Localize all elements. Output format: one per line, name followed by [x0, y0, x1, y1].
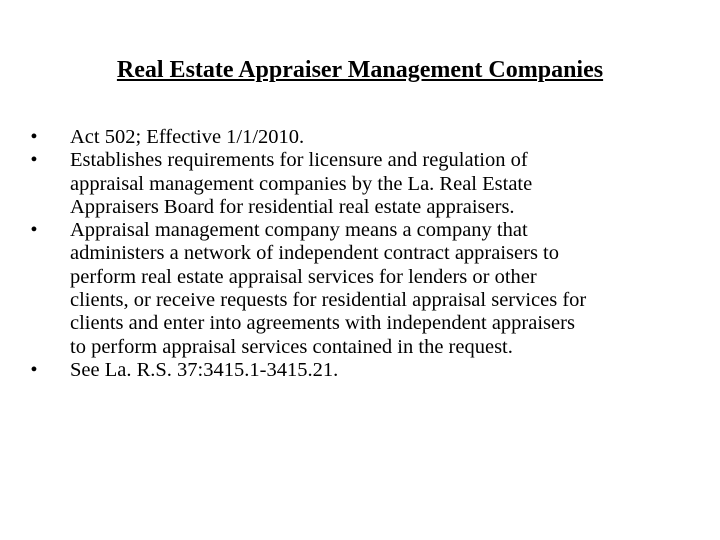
bullet-text-line: appraisal management companies by the La. Real Estate	[70, 172, 533, 195]
bullet-icon: •	[30, 358, 38, 381]
bullet-text-line: See La. R.S. 37:3415.1-3415.21.	[70, 358, 339, 381]
bullet-text-line: Appraisal management company means a company that	[70, 219, 528, 242]
slide-title: Real Estate Appraiser Management Companies	[116, 57, 604, 83]
bullet-text-line: Establishes requirements for licensure and regulation of	[70, 149, 528, 172]
bullet-list	[28, 126, 688, 382]
bullet-item	[28, 126, 688, 149]
bullet-icon: •	[30, 149, 38, 172]
bullet-item	[28, 359, 688, 382]
bullet-item	[28, 149, 688, 219]
bullet-icon: •	[30, 219, 38, 242]
bullet-text-line: clients, or receive requests for residential appraisal services for	[70, 289, 587, 312]
bullet-icon: •	[30, 126, 38, 148]
bullet-text-line: clients and enter into agreements with independent appraisers	[70, 312, 575, 335]
bullet-text-line: to perform appraisal services contained in the request.	[70, 335, 513, 358]
bullet-text-line: Appraisers Board for residential real estate appraisers.	[70, 195, 515, 218]
bullet-item	[28, 219, 688, 359]
bullet-text-line: perform real estate appraisal services for lenders or other	[70, 265, 537, 288]
bullet-text-line: administers a network of independent contract appraisers to	[70, 242, 559, 265]
bullet-text-line: Act 502; Effective 1/1/2010.	[70, 126, 305, 148]
